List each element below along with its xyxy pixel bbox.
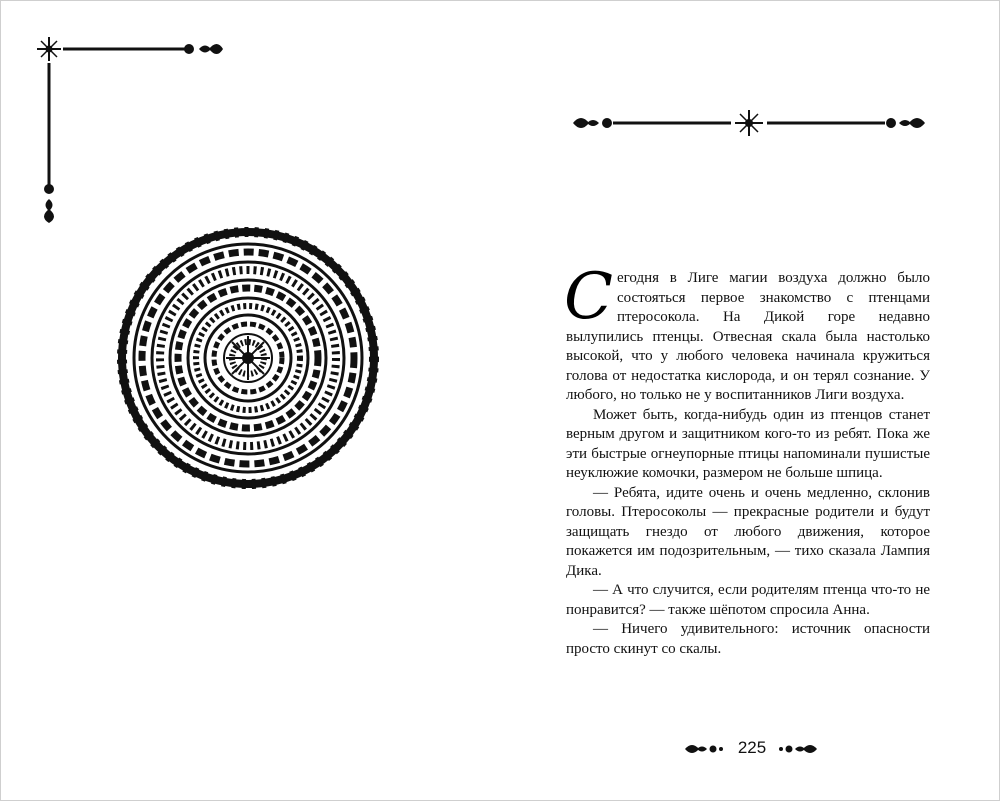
header-ornament-icon xyxy=(569,105,929,141)
paragraph: Может быть, когда-нибудь один из птенцов станет верным другом и защитником кого-то из ребят. Пока же эти быстрые огнеупорные птицы напоминали пушистые неуклюжие комочки, размером не больше шпица. xyxy=(566,406,930,481)
paragraph: — Ничего удивительного: источник опасности просто скинут со скалы. xyxy=(566,621,930,657)
paragraph xyxy=(564,260,930,406)
drop-cap: С xyxy=(564,260,613,334)
page-text xyxy=(564,260,930,659)
paragraph-text: егодня в Лиге магии воздуха должно было состояться первое знакомство с птенцами птеросокола. На Дикой горе недавно вылупились птенцы. Отвесная скала была настолько высокой, что у любого человека начинала кружиться голова от недостатка кислорода, и он терял сознание. У любого, но только не у воспитанников Лиги воздуха. xyxy=(566,270,930,403)
page-number: 225 xyxy=(737,738,767,757)
paragraph: — Ребята, идите очень и очень медленно, склонив головы. Птеросоколы — прекрасные родители и будут защищать гнездо от любого движения, которое покажется им подозрительным, — тихо сказала Лампия Дика. xyxy=(566,484,930,579)
corner-ornament-icon xyxy=(31,31,231,231)
paragraph: — А что случится, если родителям птенца что-то не понравится? — также шёпотом спросила Анна. xyxy=(566,582,930,618)
mandala-icon xyxy=(117,227,379,489)
